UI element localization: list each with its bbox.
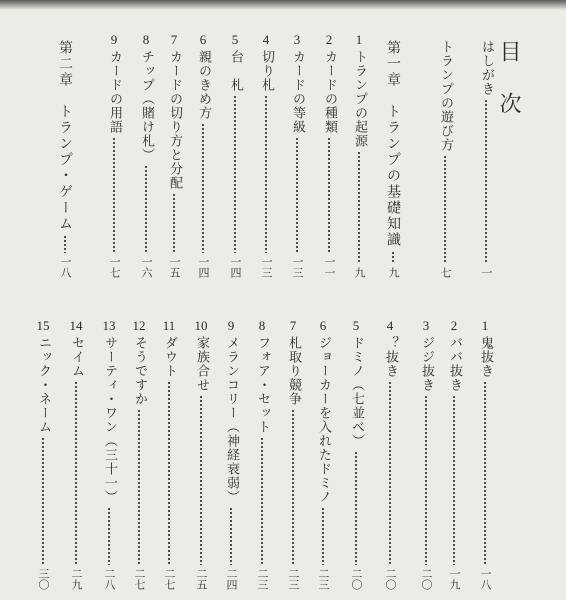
toc-entry-number: 7 (170, 32, 178, 47)
toc-entry-body (445, 336, 463, 590)
toc-entry-page: 二八 (103, 568, 116, 590)
toc-entry (30, 318, 56, 590)
toc-entry-body (320, 50, 338, 278)
toc-entry-body (384, 40, 402, 278)
toc-entry-body (56, 40, 74, 278)
toc-entry-title: カードの種類 (322, 50, 337, 134)
toc-entry-page: 九 (353, 267, 366, 278)
toc-entry-body (194, 50, 212, 278)
dotted-leader (322, 507, 324, 565)
toc-entry-page: 二四 (225, 568, 238, 590)
toc-entry-title: 第二章 トランプ・ゲーム (57, 40, 73, 232)
dotted-leader (358, 151, 360, 264)
dotted-leader (138, 409, 140, 565)
toc-entry-title: 家族合せ (194, 336, 209, 392)
toc-entry-page: 二五 (195, 568, 208, 590)
toc-entry-page: 二三 (317, 568, 330, 590)
toc-entry (473, 40, 499, 278)
dotted-leader (444, 155, 446, 264)
toc-entry-title: ？抜き (383, 336, 398, 378)
toc-entry-title: 鬼抜き (478, 336, 493, 378)
toc-entry-title: ニック・ネーム (36, 336, 51, 434)
toc-entry (63, 318, 89, 590)
toc-entry-number: 3 (293, 32, 301, 47)
toc-entry (218, 318, 244, 590)
toc-entry-page: 九 (387, 267, 400, 278)
toc-entry-body (160, 336, 178, 590)
toc-entry-page: 一八 (59, 256, 72, 278)
dotted-leader (355, 451, 357, 565)
toc-entry (413, 318, 439, 590)
toc-entry-body (436, 40, 454, 278)
toc-entry-page: 一 (480, 267, 493, 278)
toc-entry (343, 318, 369, 590)
toc-entry-body (192, 336, 210, 590)
toc-entry-number: 8 (258, 318, 266, 333)
toc-entry-body (476, 336, 494, 590)
toc-entry-body (34, 336, 52, 590)
toc-entry-title: ババ抜き (447, 336, 462, 392)
toc-entry-title: サーティ・ワン（三十一） (102, 336, 117, 504)
toc-entry-body (105, 50, 123, 278)
toc-entry (472, 318, 498, 590)
toc-entry-title: トランプの起源 (352, 50, 367, 148)
toc-entry (310, 318, 336, 590)
toc-entry-title: ダウト (162, 336, 177, 378)
toc-entry (380, 40, 406, 278)
toc-entry-title: セイム (69, 336, 84, 378)
toc-entry-number: 5 (231, 32, 239, 47)
toc-entry-page: 二九 (70, 568, 83, 590)
toc-entry (161, 32, 187, 278)
toc-entry-title: チップ（賭け札） (139, 50, 154, 162)
toc-entry (280, 318, 306, 590)
toc-entry-page: 一三 (260, 256, 273, 278)
toc-entry-number: 10 (194, 318, 208, 333)
toc-entry (156, 318, 182, 590)
dotted-leader (64, 235, 66, 253)
toc-entry-number: 6 (199, 32, 207, 47)
dotted-leader (265, 95, 267, 253)
toc-entry-title: 切り札 (259, 50, 274, 92)
toc-entry-body (288, 50, 306, 278)
toc-entry-page: 一九 (448, 568, 461, 590)
toc-entry-title: ジョーカーを入れたドミノ (316, 336, 331, 504)
toc-entry-page: 一四 (229, 256, 242, 278)
dotted-leader (292, 409, 294, 565)
toc-entry (316, 32, 342, 278)
toc-entry-number: 12 (132, 318, 146, 333)
dotted-leader (389, 381, 391, 565)
dotted-leader (230, 507, 232, 565)
toc-entry (52, 40, 78, 278)
toc-entry-number: 9 (110, 32, 118, 47)
toc-entry-number: 3 (422, 318, 430, 333)
dotted-leader (484, 381, 486, 565)
toc-entry-page: 一一 (323, 256, 336, 278)
dotted-leader (453, 395, 455, 565)
toc-entry-title: カードの切り方と分配 (167, 50, 182, 190)
toc-entry-body (314, 336, 332, 590)
toc-entry (441, 318, 467, 590)
dotted-leader (145, 165, 147, 253)
toc-entry-body (381, 336, 399, 590)
toc-entry (284, 32, 310, 278)
toc-entry-number: 6 (319, 318, 327, 333)
toc-entry-body (100, 336, 118, 590)
toc-entry-page: 二〇 (420, 568, 433, 590)
toc-entry-title: フォア・セット (255, 336, 270, 434)
toc-entry-number: 15 (36, 318, 50, 333)
toc-entry-title: 台 札 (228, 50, 243, 92)
toc-entry-page: 二三 (287, 568, 300, 590)
toc-entry-title: カードの用語 (107, 50, 122, 134)
toc-entry (222, 32, 248, 278)
toc-entry-number: 1 (355, 32, 363, 47)
toc-entry-title: 第一章 トランプの基礎知識 (385, 40, 401, 248)
toc-entry (101, 32, 127, 278)
toc-entry-body (137, 50, 155, 278)
toc-entry-body (222, 336, 240, 590)
toc-entry-number: 4 (386, 318, 394, 333)
dotted-leader (42, 437, 44, 565)
toc-entry-number: 11 (162, 318, 176, 333)
toc-entry (133, 32, 159, 278)
toc-entry-title: 親のきめ方 (196, 50, 211, 120)
toc-entry-title: ドミノ（七並べ） (349, 336, 364, 448)
toc-entry-page: 二七 (163, 568, 176, 590)
toc-entry-number: 14 (69, 318, 83, 333)
toc-entry-title: ジジ抜き (419, 336, 434, 392)
toc-entry-title: メランコリー（神経衰弱） (224, 336, 239, 504)
toc-entry-page: 一七 (108, 256, 121, 278)
toc-entry (432, 40, 458, 278)
toc-entry-page: 一八 (479, 568, 492, 590)
toc-entry-number: 7 (289, 318, 297, 333)
toc-entry-body (284, 336, 302, 590)
toc-entry-number: 4 (262, 32, 270, 47)
toc-entry-page: 一六 (140, 256, 153, 278)
dotted-leader (425, 395, 427, 565)
toc-entry-number: 9 (227, 318, 235, 333)
toc-entry-title: カードの等級 (290, 50, 305, 134)
toc-entry-body (417, 336, 435, 590)
dotted-leader (173, 193, 175, 253)
dotted-leader (261, 437, 263, 565)
toc-entry-title: はしがき (479, 40, 494, 96)
toc-entry-number: 8 (142, 32, 150, 47)
dotted-leader (202, 123, 204, 253)
toc-entry (96, 318, 122, 590)
toc-entry-number: 2 (450, 318, 458, 333)
toc-entry-body (226, 50, 244, 278)
dotted-leader (296, 137, 298, 253)
toc-entry-page: 二〇 (384, 568, 397, 590)
toc-entry (346, 32, 372, 278)
page-top-edge (0, 0, 566, 10)
toc-entry-body (350, 50, 368, 278)
toc-entry-number: 2 (325, 32, 333, 47)
toc-entry-page: 三〇 (37, 568, 50, 590)
toc-entry-page: 二三 (256, 568, 269, 590)
dotted-leader (328, 137, 330, 253)
toc-entry-number: 1 (481, 318, 489, 333)
dotted-leader (75, 381, 77, 565)
toc-entry-page: 一四 (197, 256, 210, 278)
toc-entry-body (347, 336, 365, 590)
toc-entry-body (253, 336, 271, 590)
dotted-leader (234, 95, 236, 253)
toc-entry-page: 一五 (168, 256, 181, 278)
toc-entry (188, 318, 214, 590)
dotted-leader (392, 251, 394, 264)
toc-entry-body (477, 40, 495, 278)
dotted-leader (200, 395, 202, 565)
toc-entry (249, 318, 275, 590)
dotted-leader (485, 99, 487, 264)
toc-heading: 目次 (496, 40, 521, 144)
toc-entry (377, 318, 403, 590)
dotted-leader (168, 381, 170, 565)
toc-entry-page: 二七 (133, 568, 146, 590)
toc-entry-number: 5 (352, 318, 360, 333)
toc-entry-body (67, 336, 85, 590)
toc-entry-title: 札取り競争 (286, 336, 301, 406)
toc-entry-title: そうですか (132, 336, 147, 406)
toc-entry-page: 一三 (291, 256, 304, 278)
toc-entry (253, 32, 279, 278)
dotted-leader (113, 137, 115, 253)
toc-entry-number: 13 (102, 318, 116, 333)
toc-entry-title: トランプの遊び方 (438, 40, 453, 152)
toc-entry (126, 318, 152, 590)
toc-entry-body (257, 50, 275, 278)
dotted-leader (108, 507, 110, 565)
toc-entry-body (165, 50, 183, 278)
toc-entry-page: 二〇 (350, 568, 363, 590)
toc-entry (190, 32, 216, 278)
toc-entry-body (130, 336, 148, 590)
toc-entry-page: 七 (439, 267, 452, 278)
